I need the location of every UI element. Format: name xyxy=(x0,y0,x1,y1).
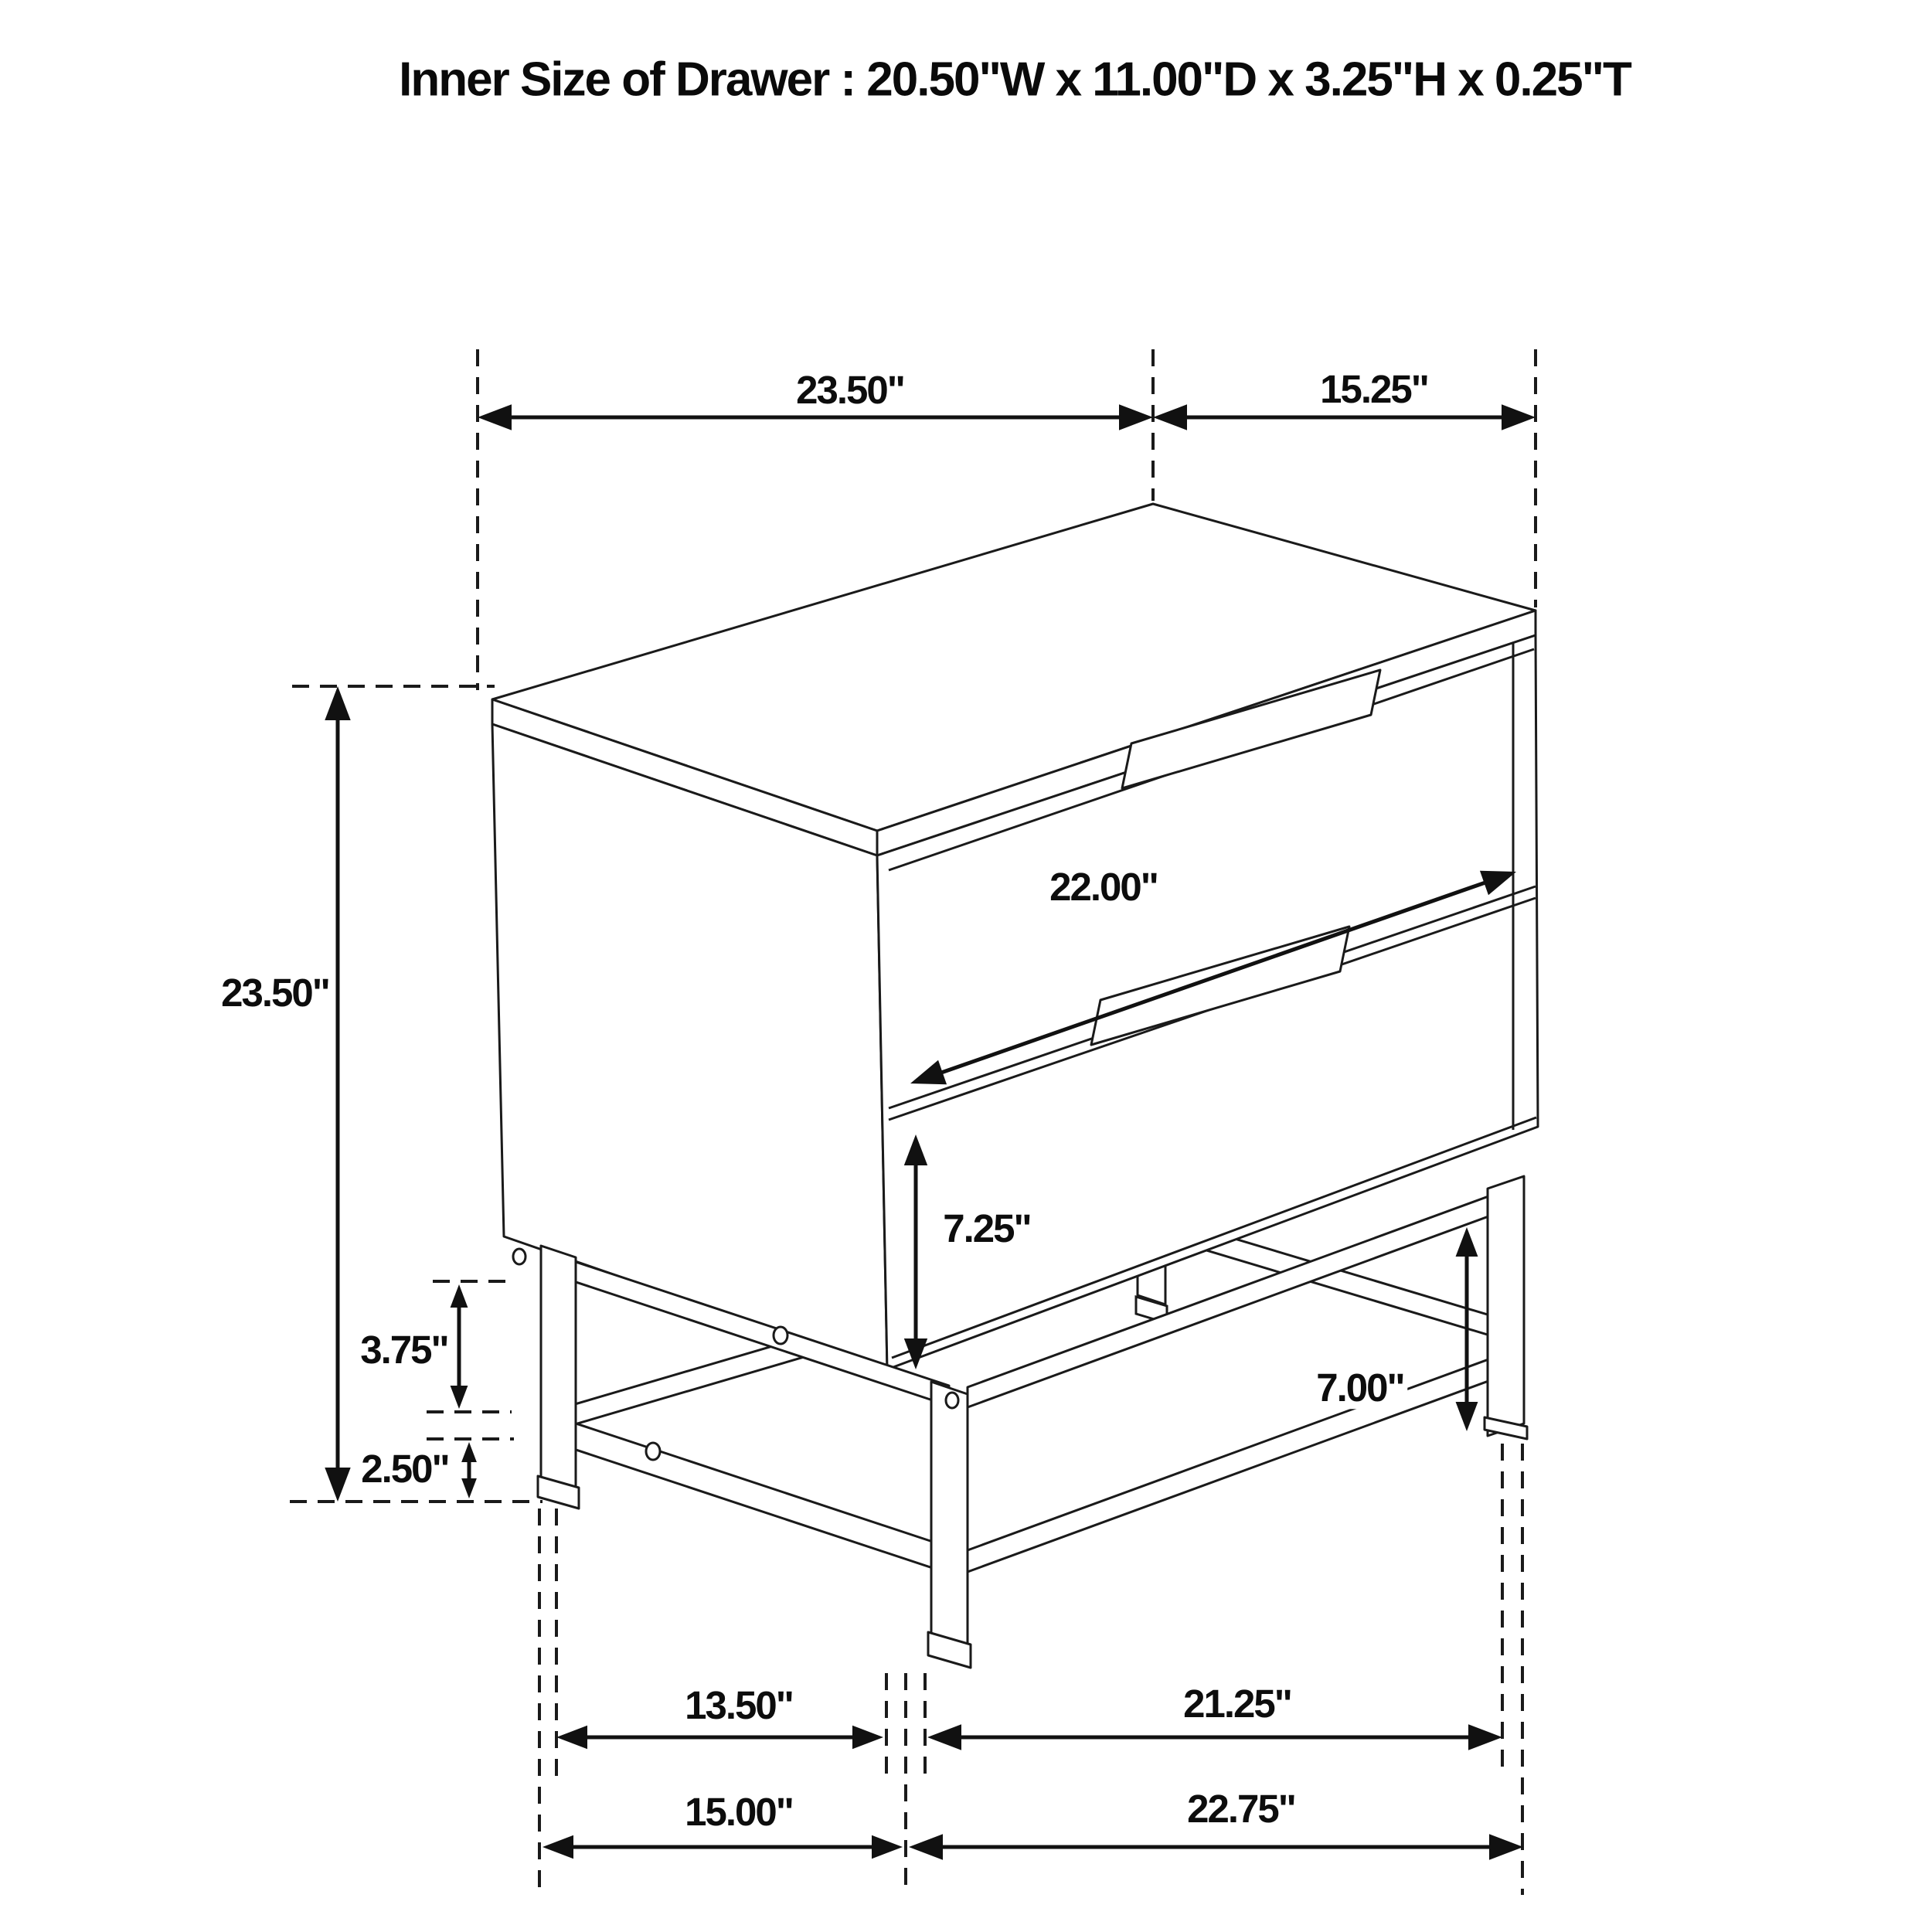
arrowhead xyxy=(1153,404,1187,430)
arrowhead xyxy=(461,1442,477,1462)
screw-hole xyxy=(513,1249,526,1264)
arrowhead xyxy=(451,1386,468,1409)
screw-hole xyxy=(646,1443,660,1460)
dim-label-inner-span-front: 13.50" xyxy=(681,1685,797,1726)
dim-label-top-width: 23.50" xyxy=(792,369,908,411)
arrowhead xyxy=(852,1726,883,1749)
arrowhead xyxy=(325,1468,350,1502)
arrowhead xyxy=(325,686,350,720)
arrowhead xyxy=(556,1726,587,1749)
left-leg xyxy=(541,1246,576,1490)
screw-hole xyxy=(774,1327,787,1344)
arrowhead xyxy=(1119,404,1153,430)
right-stretcher xyxy=(968,1353,1505,1572)
arrowhead xyxy=(1489,1834,1523,1859)
arrowhead xyxy=(1456,1227,1478,1257)
left-stretcher xyxy=(541,1412,949,1573)
dim-label-overall-height: 23.50" xyxy=(217,972,333,1014)
arrowhead xyxy=(1468,1724,1502,1750)
arrowhead xyxy=(927,1724,961,1750)
dim-label-inner-span-side: 21.25" xyxy=(1179,1683,1295,1725)
dim-label-foot-height: 2.50" xyxy=(357,1448,452,1490)
arrowhead xyxy=(872,1835,903,1859)
arrowhead xyxy=(451,1284,468,1308)
diagram-title: Inner Size of Drawer : 20.50"W x 11.00"D x 3.25"H x 0.25"T xyxy=(399,53,1631,107)
arrowhead xyxy=(461,1478,477,1498)
dim-label-leg-clearance: 7.00" xyxy=(1312,1367,1407,1409)
arrowhead xyxy=(909,1834,943,1859)
dim-label-outer-span-side: 22.75" xyxy=(1183,1788,1299,1830)
dim-label-drawer-height: 7.25" xyxy=(939,1208,1034,1250)
dim-label-top-depth: 15.25" xyxy=(1316,369,1432,410)
front-leg xyxy=(931,1382,968,1646)
screw-hole xyxy=(946,1393,958,1408)
arrowhead xyxy=(478,404,512,430)
dim-label-drawer-width: 22.00" xyxy=(1046,866,1162,908)
dim-label-rail-height: 3.75" xyxy=(356,1329,451,1371)
right-leg xyxy=(1488,1176,1524,1436)
arrowhead xyxy=(1456,1402,1478,1431)
arrowhead xyxy=(1502,404,1536,430)
dim-label-outer-span-front: 15.00" xyxy=(681,1791,797,1833)
arrowhead xyxy=(543,1835,573,1859)
